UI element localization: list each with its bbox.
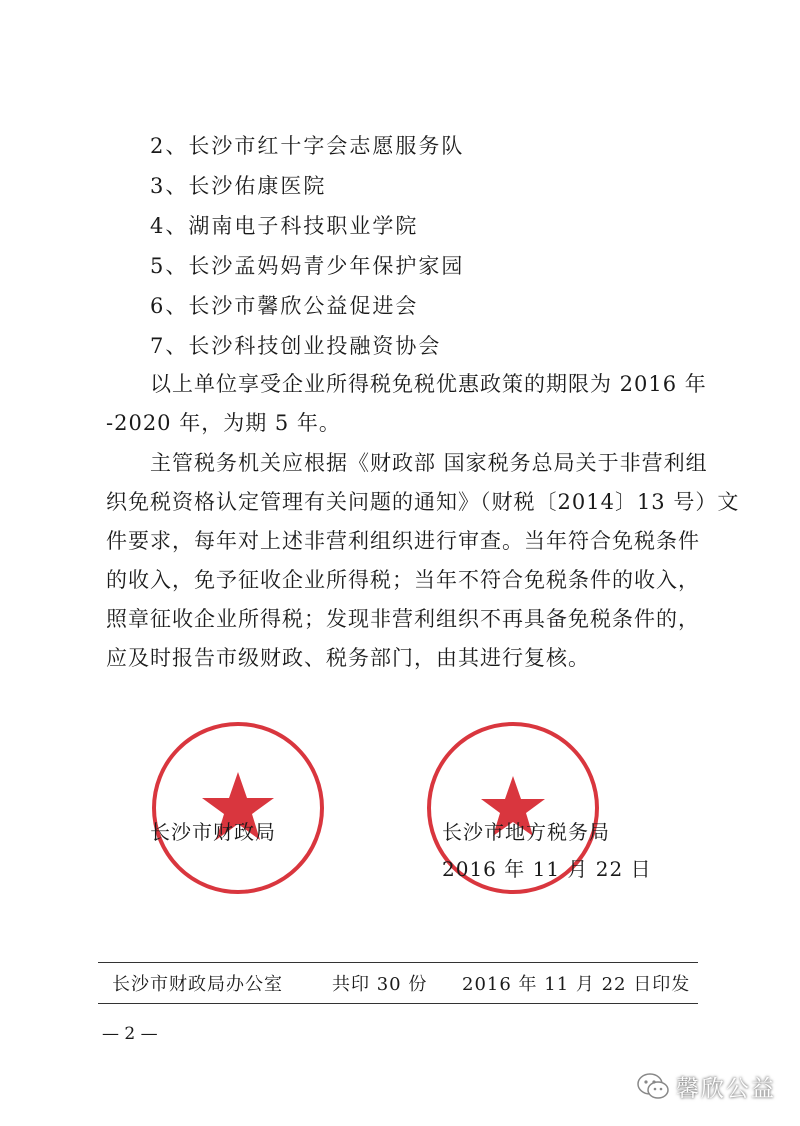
footer-top-rule <box>98 962 698 963</box>
watermark <box>636 1070 776 1103</box>
list-item: 6、长沙市馨欣公益促进会 <box>150 294 419 318</box>
signature-tax-bureau: 长沙市地方税务局 <box>442 820 610 844</box>
paragraph-line: 的收入，免予征收企业所得税；当年不符合免税条件的收入， <box>106 568 700 592</box>
signature-finance-bureau: 长沙市财政局 <box>150 820 276 844</box>
paragraph-line: 织免税资格认定管理有关问题的通知》（财税〔2014〕13 号）文 <box>106 490 740 514</box>
paragraph-line: 主管税务机关应根据《财政部 国家税务总局关于非营利组 <box>150 451 708 475</box>
watermark-text: 馨欣公益 <box>676 1076 776 1102</box>
finance-bureau-seal <box>150 720 326 896</box>
list-item: 5、长沙孟妈妈青少年保护家园 <box>150 254 465 278</box>
footer-copies: 共印 30 份 <box>332 974 428 995</box>
wechat-icon <box>636 1072 670 1102</box>
page-number: — 2 — <box>102 1024 158 1044</box>
policy-period-paragraph <box>106 365 707 443</box>
list-item: 4、湖南电子科技职业学院 <box>150 214 419 238</box>
signature-date: 2016 年 11 月 22 日 <box>442 857 652 881</box>
review-paragraph <box>106 444 740 678</box>
footer-bottom-rule <box>98 1003 698 1004</box>
paragraph-line: 照章征收企业所得税；发现非营利组织不再具备免税条件的， <box>106 607 700 631</box>
paragraph-line: -2020 年，为期 5 年。 <box>106 411 341 435</box>
list-item: 2、长沙市红十字会志愿服务队 <box>150 134 465 158</box>
list-item: 3、长沙佑康医院 <box>150 174 327 198</box>
footer-office: 长沙市财政局办公室 <box>112 974 283 995</box>
footer-issue-date: 2016 年 11 月 22 日印发 <box>462 974 691 995</box>
list-item: 7、长沙科技创业投融资协会 <box>150 334 442 358</box>
paragraph-line: 应及时报告市级财政、税务部门，由其进行复核。 <box>106 646 590 670</box>
organization-list <box>150 126 464 366</box>
paragraph-line: 件要求，每年对上述非营利组织进行审查。当年符合免税条件 <box>106 529 700 553</box>
paragraph-line: 以上单位享受企业所得税免税优惠政策的期限为 2016 年 <box>150 372 707 396</box>
